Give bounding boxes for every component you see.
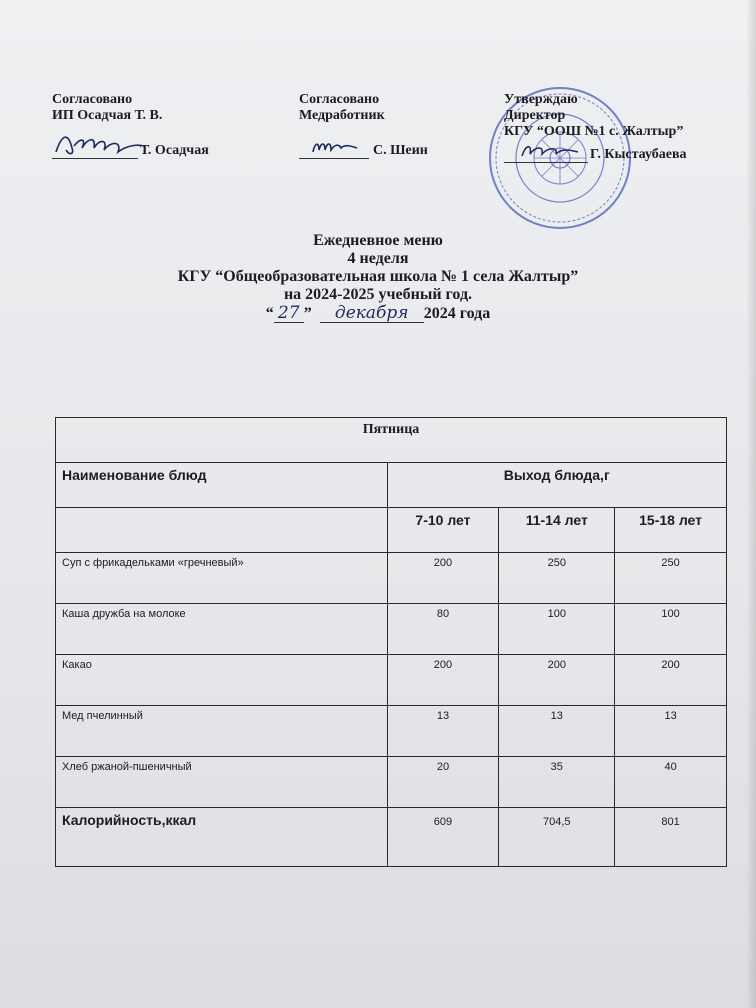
age-header-empty [56, 508, 388, 553]
menu-title-block [0, 232, 756, 323]
calories-label: Калорийность,ккал [56, 808, 388, 867]
dish-name: Какао [56, 655, 388, 706]
day-name: Пятница [56, 418, 727, 463]
menu-title: Ежедневное меню [313, 232, 443, 249]
date-day: 27 [274, 304, 304, 323]
column-header-output: Выход блюда,г [387, 463, 726, 508]
date-year: 2024 года [423, 305, 491, 322]
age-header: 11-14 лет [499, 508, 615, 553]
table-row [56, 757, 727, 808]
portion-value: 250 [499, 553, 615, 604]
date-open-quote: “ [265, 305, 274, 322]
approval-right [504, 92, 687, 163]
portion-value: 100 [615, 604, 727, 655]
approval-middle-signer: С. Шеин [373, 143, 428, 158]
handwritten-signature-osadchaya [52, 126, 147, 160]
table-row [56, 553, 727, 604]
approval-right-signature-row [504, 136, 687, 163]
approval-middle-signature-row [299, 132, 428, 159]
dish-name: Суп с фрикадельками «гречневый» [56, 553, 388, 604]
date-close-quote: ” [303, 305, 312, 322]
menu-date [266, 304, 491, 323]
approval-middle [299, 92, 428, 159]
academic-year: на 2024-2025 учебный год. [283, 286, 473, 303]
portion-value: 80 [387, 604, 499, 655]
signature-line [299, 132, 369, 159]
portion-value: 13 [387, 706, 499, 757]
handwritten-signature-kystaubaeva [504, 136, 588, 164]
table-row [56, 604, 727, 655]
portion-value: 200 [615, 655, 727, 706]
menu-week: 4 неделя [347, 250, 409, 267]
age-row [56, 508, 727, 553]
approval-right-signer: Г. Кыстаубаева [590, 147, 687, 162]
age-header: 15-18 лет [615, 508, 727, 553]
approval-left-signature-row [52, 132, 209, 159]
day-row [56, 418, 727, 463]
approval-right-position: Директор [504, 108, 566, 123]
approval-middle-org: Медработник [299, 108, 385, 123]
portion-value: 250 [615, 553, 727, 604]
approval-right-title: Утверждаю [504, 92, 578, 107]
approval-left-org: ИП Осадчая Т. В. [52, 108, 163, 123]
portion-value: 200 [499, 655, 615, 706]
dish-name: Мед пчелинный [56, 706, 388, 757]
approval-left-title: Согласовано [52, 92, 133, 107]
header-row [56, 463, 727, 508]
approval-middle-title: Согласовано [299, 92, 380, 107]
column-header-name: Наименование блюд [56, 463, 388, 508]
portion-value: 13 [615, 706, 727, 757]
portion-value: 35 [499, 757, 615, 808]
approval-left-signer: Т. Осадчая [140, 143, 209, 158]
table-row [56, 706, 727, 757]
signature-line [504, 136, 588, 163]
menu-table [55, 417, 727, 867]
approval-right-org: КГУ “ООШ №1 с. Жалтыр” [504, 124, 684, 139]
dish-name: Хлеб ржаной-пшеничный [56, 757, 388, 808]
approval-left [52, 92, 209, 159]
portion-value: 20 [387, 757, 499, 808]
school-name: КГУ “Общеобразовательная школа № 1 села Жалтыр” [177, 268, 579, 285]
dish-name: Каша дружба на молоке [56, 604, 388, 655]
portion-value: 200 [387, 553, 499, 604]
calories-value: 801 [615, 808, 727, 867]
handwritten-signature-shein [299, 130, 371, 160]
portion-value: 40 [615, 757, 727, 808]
portion-value: 13 [499, 706, 615, 757]
table-row [56, 655, 727, 706]
portion-value: 100 [499, 604, 615, 655]
age-header: 7-10 лет [387, 508, 499, 553]
total-row [56, 808, 727, 867]
signature-line [52, 132, 138, 159]
date-month: декабря [320, 304, 424, 323]
portion-value: 200 [387, 655, 499, 706]
calories-value: 704,5 [499, 808, 615, 867]
calories-value: 609 [387, 808, 499, 867]
